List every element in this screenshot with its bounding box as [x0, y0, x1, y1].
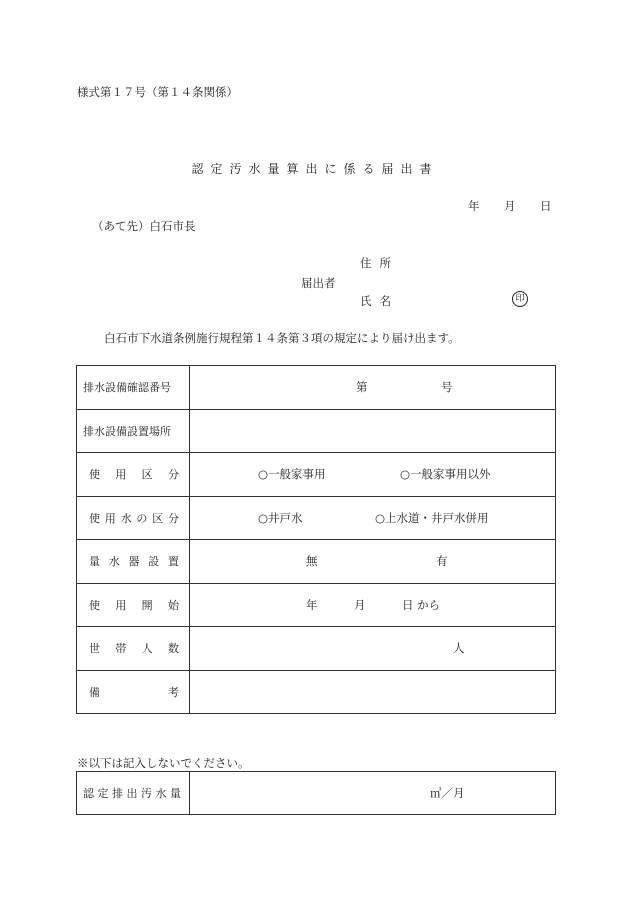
address-label: 住所: [360, 256, 399, 270]
start-year-label: 年: [306, 597, 318, 612]
row-label: 排水設備確認番号: [77, 366, 190, 410]
water-source-field: [190, 496, 556, 540]
household-count-field[interactable]: [190, 627, 556, 671]
volume-unit: ㎥／月: [430, 786, 465, 800]
start-month-label: 月: [354, 597, 366, 612]
water-meter-field: [190, 540, 556, 584]
start-day-label: 日 から: [402, 597, 441, 612]
addressee: （あて先）白石市長: [92, 219, 196, 233]
statement: 白石市下水道条例施行規程第１４条第３項の規定により届け出ます。: [104, 331, 460, 345]
row-label: 使用水の区分: [77, 496, 190, 540]
option-meter-none[interactable]: 無: [306, 554, 318, 569]
seal-mark: 印: [512, 291, 528, 307]
office-use-table: [76, 771, 556, 815]
date-year-label: 年: [468, 199, 480, 213]
row-label: 備考: [77, 670, 190, 714]
installation-location-field[interactable]: [190, 409, 556, 453]
row-label: 量水器設置: [77, 540, 190, 584]
number-prefix: 第: [356, 380, 368, 395]
table-row: [77, 540, 556, 584]
option-well-water[interactable]: ○井戸水: [258, 510, 303, 525]
option-tap-and-well-water[interactable]: ○上水道・井戸水併用: [375, 510, 489, 525]
table-row: [77, 453, 556, 497]
option-household-use[interactable]: ○一般家事用: [258, 467, 326, 482]
option-non-household-use[interactable]: ○一般家事用以外: [400, 467, 491, 482]
usage-category-field: [190, 453, 556, 497]
table-row: [77, 772, 556, 815]
name-label: 氏名: [360, 294, 399, 308]
notifier-label: 届出者: [301, 276, 336, 290]
row-label: 認定排出汚水量: [77, 772, 190, 815]
number-suffix: 号: [441, 380, 453, 395]
row-label: 使用開始: [77, 583, 190, 627]
table-row: [77, 409, 556, 453]
document-title: 認定汚水量算出に係る届出書: [191, 162, 439, 176]
table-row: [77, 627, 556, 671]
form-number: 様式第１７号（第１４条関係）: [77, 85, 238, 99]
row-label: 排水設備設置場所: [77, 409, 190, 453]
date-month-label: 月: [504, 199, 516, 213]
table-row: [77, 583, 556, 627]
certified-discharge-volume-field: [190, 772, 556, 815]
table-row: [77, 496, 556, 540]
office-use-note: ※以下は記入しないでください。: [77, 756, 250, 770]
notification-form-table: [76, 365, 556, 714]
option-meter-present[interactable]: 有: [436, 554, 448, 569]
date-day-label: 日: [540, 199, 552, 213]
table-row: [77, 670, 556, 714]
confirmation-number-field[interactable]: [190, 366, 556, 410]
table-row: [77, 366, 556, 410]
row-label: 世帯人数: [77, 627, 190, 671]
remarks-field[interactable]: [190, 670, 556, 714]
persons-unit: 人: [453, 641, 465, 656]
usage-start-date-field[interactable]: [190, 583, 556, 627]
row-label: 使用区分: [77, 453, 190, 497]
